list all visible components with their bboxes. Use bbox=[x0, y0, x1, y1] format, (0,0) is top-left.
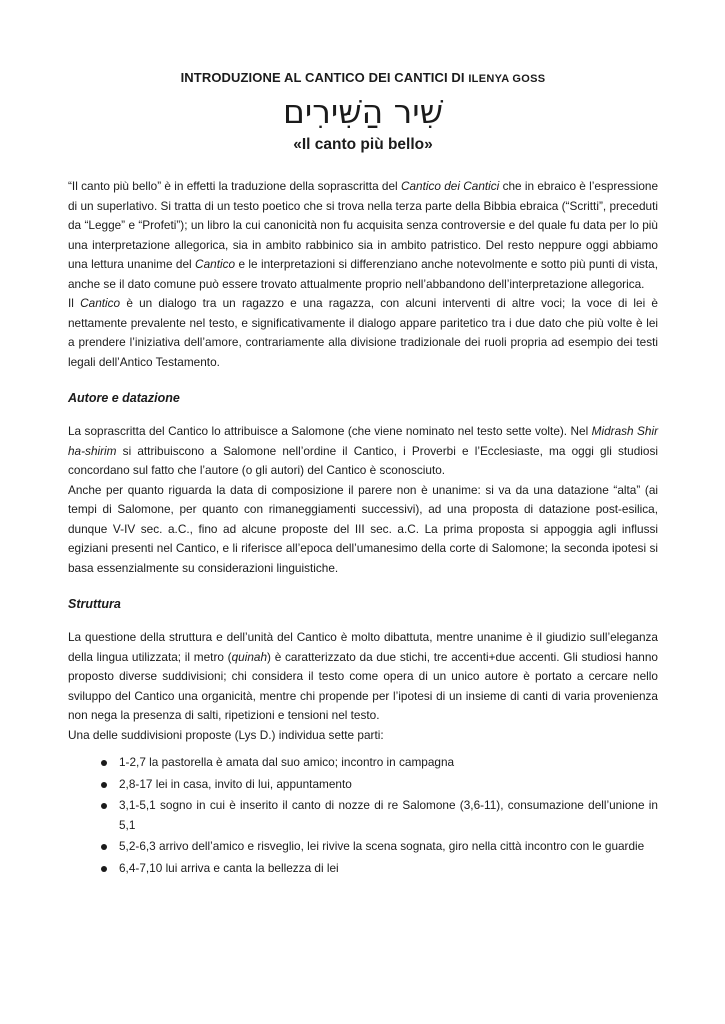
list-item-text: 1-2,7 la pastorella è amata dal suo amico; incontro in campagna bbox=[119, 755, 455, 769]
list-item bbox=[101, 859, 658, 879]
list-item bbox=[101, 753, 658, 773]
parts-list bbox=[68, 753, 658, 878]
list-item bbox=[101, 796, 658, 835]
bullet-icon bbox=[101, 803, 107, 809]
list-item-text: 3,1-5,1 sogno in cui è inserito il canto di nozze di re Salomone (3,6-11), consumazione dell’unione in 5,1 bbox=[119, 798, 658, 832]
list-item-text: 2,8-17 lei in casa, invito di lui, appuntamento bbox=[119, 776, 352, 791]
autore-paragraph-1: La soprascritta del Cantico lo attribuisce a Salomone (che viene nominato nel testo sette volte). Nel Midrash Shir ha-shirim si attribuiscono a Salomone nell’ordine il Cantico, i Proverbi e l’Ecclesiaste, ma oggi gli studiosi concordano sul fatto che l’autore (o gli autori) del Cantico è sconosciuto. bbox=[68, 424, 658, 477]
struttura-list-lead: Una delle suddivisioni proposte (Lys D.) individua sette parti: bbox=[68, 727, 384, 742]
section-heading-autore-e-datazione: Autore e datazione bbox=[68, 391, 180, 405]
hebrew-title: שִׁיר הַשִּׁירִים bbox=[282, 92, 444, 131]
list-item bbox=[101, 837, 658, 857]
list-item-text: 5,2-6,3 arrivo dell’amico e risveglio, lei rivive la scena sognata, giro nella città incontro con le guardie bbox=[119, 839, 645, 853]
bullet-icon bbox=[101, 782, 107, 788]
document-title-text: INTRODUZIONE AL CANTICO DEI CANTICI DI bbox=[180, 70, 469, 85]
bullet-icon bbox=[101, 760, 107, 766]
bullet-icon bbox=[101, 844, 107, 850]
document-title bbox=[68, 70, 658, 87]
autore-paragraph-2: Anche per quanto riguarda la data di composizione il parere non è unanime: si va da una datazione “alta” (ai tempi di Salomone, per quanto con rimaneggiamenti successivi), ad una proposta di datazione post-esilica, dunque V-IV sec. a.C., fino ad alcune proposte del III sec. a.C. La prima proposta si appoggia agli influssi egiziani presenti nel Cantico, e li riferisce all’epoca dell’umanesimo della corte di Salomone; la seconda ipotesi si basa essenzialmente su considerazioni linguistiche. bbox=[68, 482, 658, 575]
intro-paragraph-2: Il Cantico è un dialogo tra un ragazzo e una ragazza, con alcuni interventi di altre voci; la voce di lei è nettamente prevalente nel testo, e significativamente il dialogo appare paritetico tra i due dato che più volte è lei a prendere l’iniziativa dell’amore, contrariamente alla divisione tradizionale dei ruoli propria ad esempio dei testi legali dell’Antico Testamento. bbox=[68, 296, 658, 369]
intro-paragraph-1: “Il canto più bello” è in effetti la traduzione della soprascritta del Cantico dei Cantici che in ebraico è l’espressione di un superlativo. Si tratta di un testo poetico che si trova nella terza parte della Bibbia ebraica (“Scritti”, preceduti da “Legge” e “Profeti”); un libro la cui canonicità non fu acquisita senza controversie e del quale fu data per lo più una interpretazione allegorica, sia in ambito rabbinico sia in ambito patristico. Del resto neppure oggi abbiamo una lettura unanime del Cantico e le interpretazioni si differenziano anche notevolmente e sotto più punti di vista, anche se il dato comune può essere trovato attualmente proprio nell’abbandono dell’interpretazione allegorica. bbox=[68, 179, 659, 291]
list-item-text: 6,4-7,10 lui arriva e canta la bellezza di lei bbox=[119, 860, 339, 875]
document-author: ILENYA GOSS bbox=[468, 73, 546, 85]
document-body bbox=[68, 177, 658, 878]
document-subtitle: «Il canto più bello» bbox=[293, 136, 433, 153]
section-heading-struttura: Struttura bbox=[68, 597, 121, 611]
list-item bbox=[101, 775, 658, 795]
struttura-paragraph-1: La questione della struttura e dell’unità del Cantico è molto dibattuta, mentre unanime è il giudizio sull’eleganza della lingua utilizzata; il metro (quinah) è caratterizzato da due stichi, tre accenti+due accenti. Gli studiosi hanno proposto diverse suddivisioni; chi considera il testo come opera di un unico autore è portato a cercare nello sviluppo del Cantico una organicità, mentre chi propende per l’ipotesi di un insieme di canti di varia provenienza non nega la presenza di salti, ripetizioni e tensioni nel testo. bbox=[68, 630, 658, 722]
bullet-icon bbox=[101, 866, 107, 872]
